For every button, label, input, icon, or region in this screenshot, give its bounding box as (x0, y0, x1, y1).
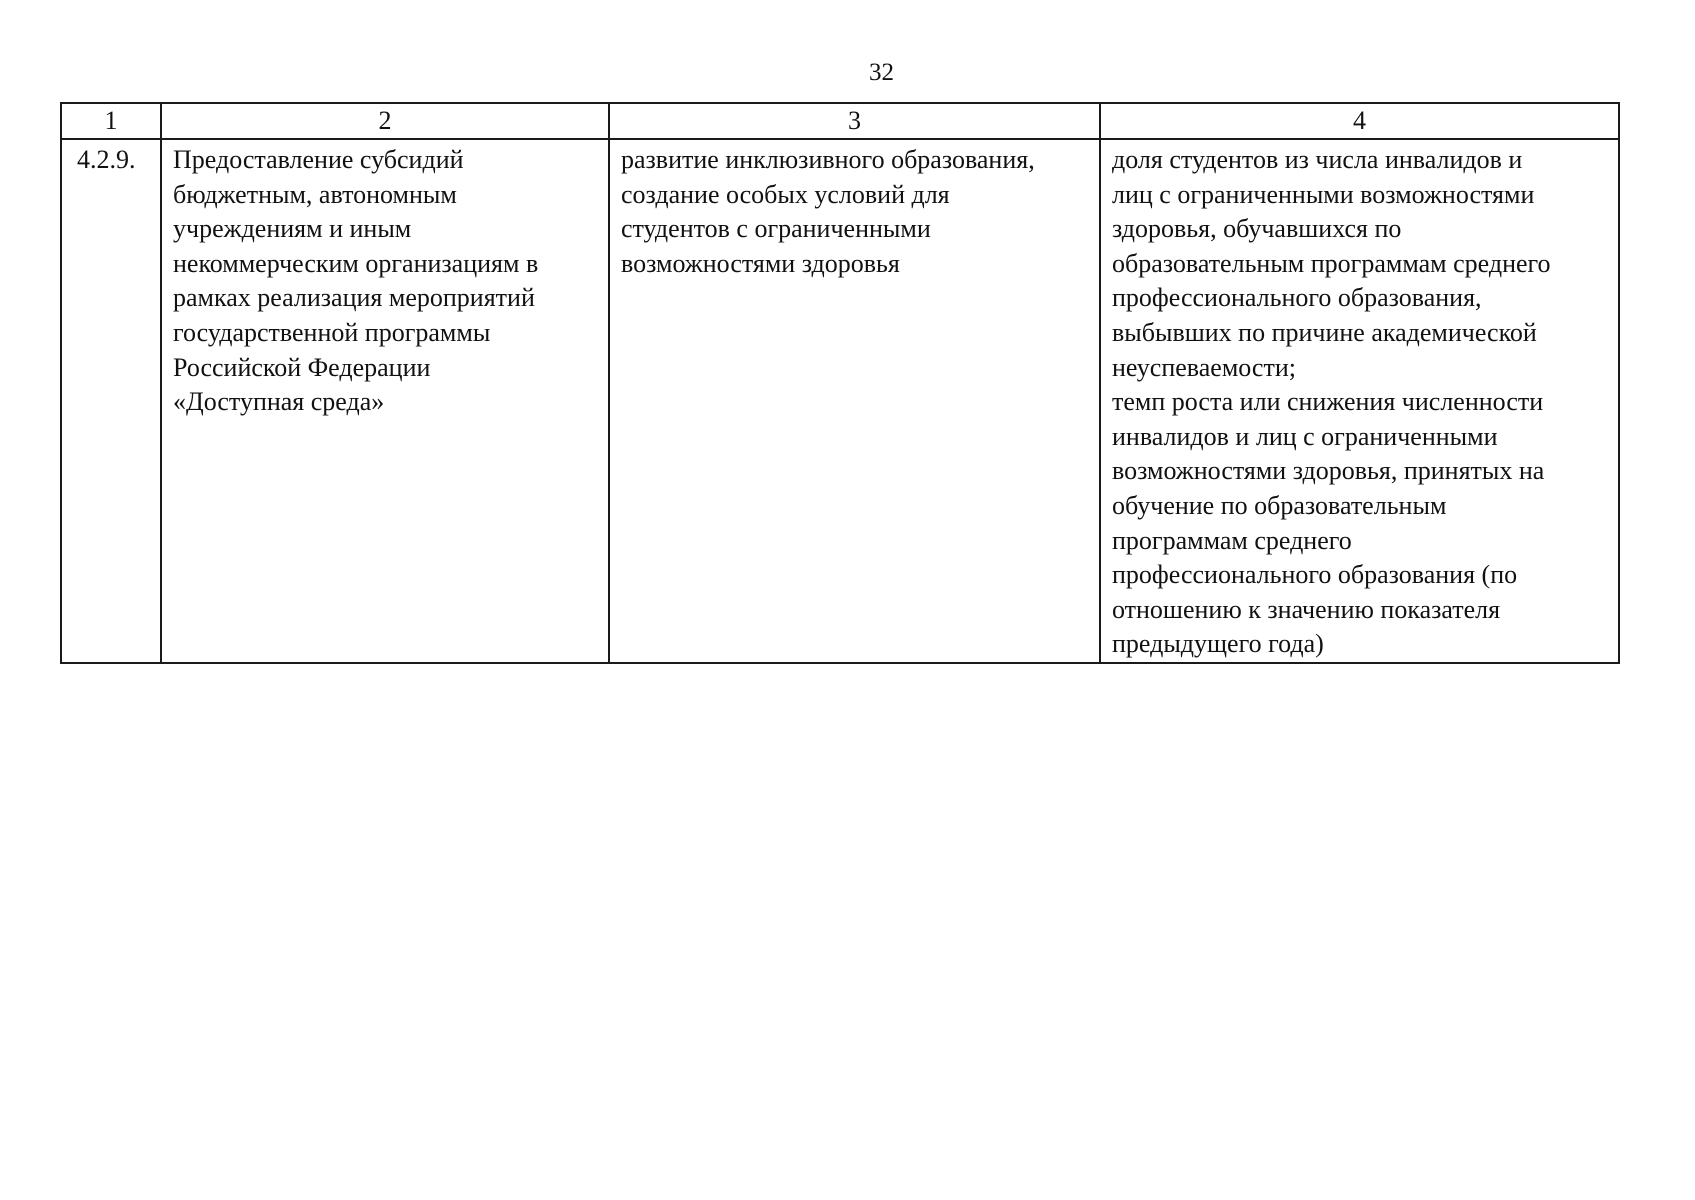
program-table (60, 102, 1620, 664)
goal-cell: развитие инклюзивного образования, создание особых условий для студентов с ограниченными возможностями здоровья (609, 139, 1100, 663)
column-header-3: 3 (609, 103, 1100, 139)
column-header-4: 4 (1100, 103, 1619, 139)
table-header-row (61, 103, 1619, 139)
row-number-cell: 4.2.9. (61, 139, 161, 663)
page-number: 32 (869, 59, 894, 86)
indicators-cell: доля студентов из числа инвалидов и лиц с ограниченными возможностями здоровья, обучавшихся по образовательным программам среднего профессионального образования, выбывших по причине академической неуспеваемости; темп роста или снижения численности инвалидов и лиц с ограниченными возможностями здоровья, принятых на обучение по образовательным программам среднего профессионального образования (по отношению к значению показателя предыдущего года) (1100, 139, 1619, 663)
column-header-1: 1 (61, 103, 161, 139)
column-header-2: 2 (161, 103, 609, 139)
table-row (61, 139, 1619, 663)
measure-cell: Предоставление субсидий бюджетным, автономным учреждениям и иным некоммерческим организациям в рамках реализация мероприятий государственной программы Российской Федерации «Доступная среда» (161, 139, 609, 663)
